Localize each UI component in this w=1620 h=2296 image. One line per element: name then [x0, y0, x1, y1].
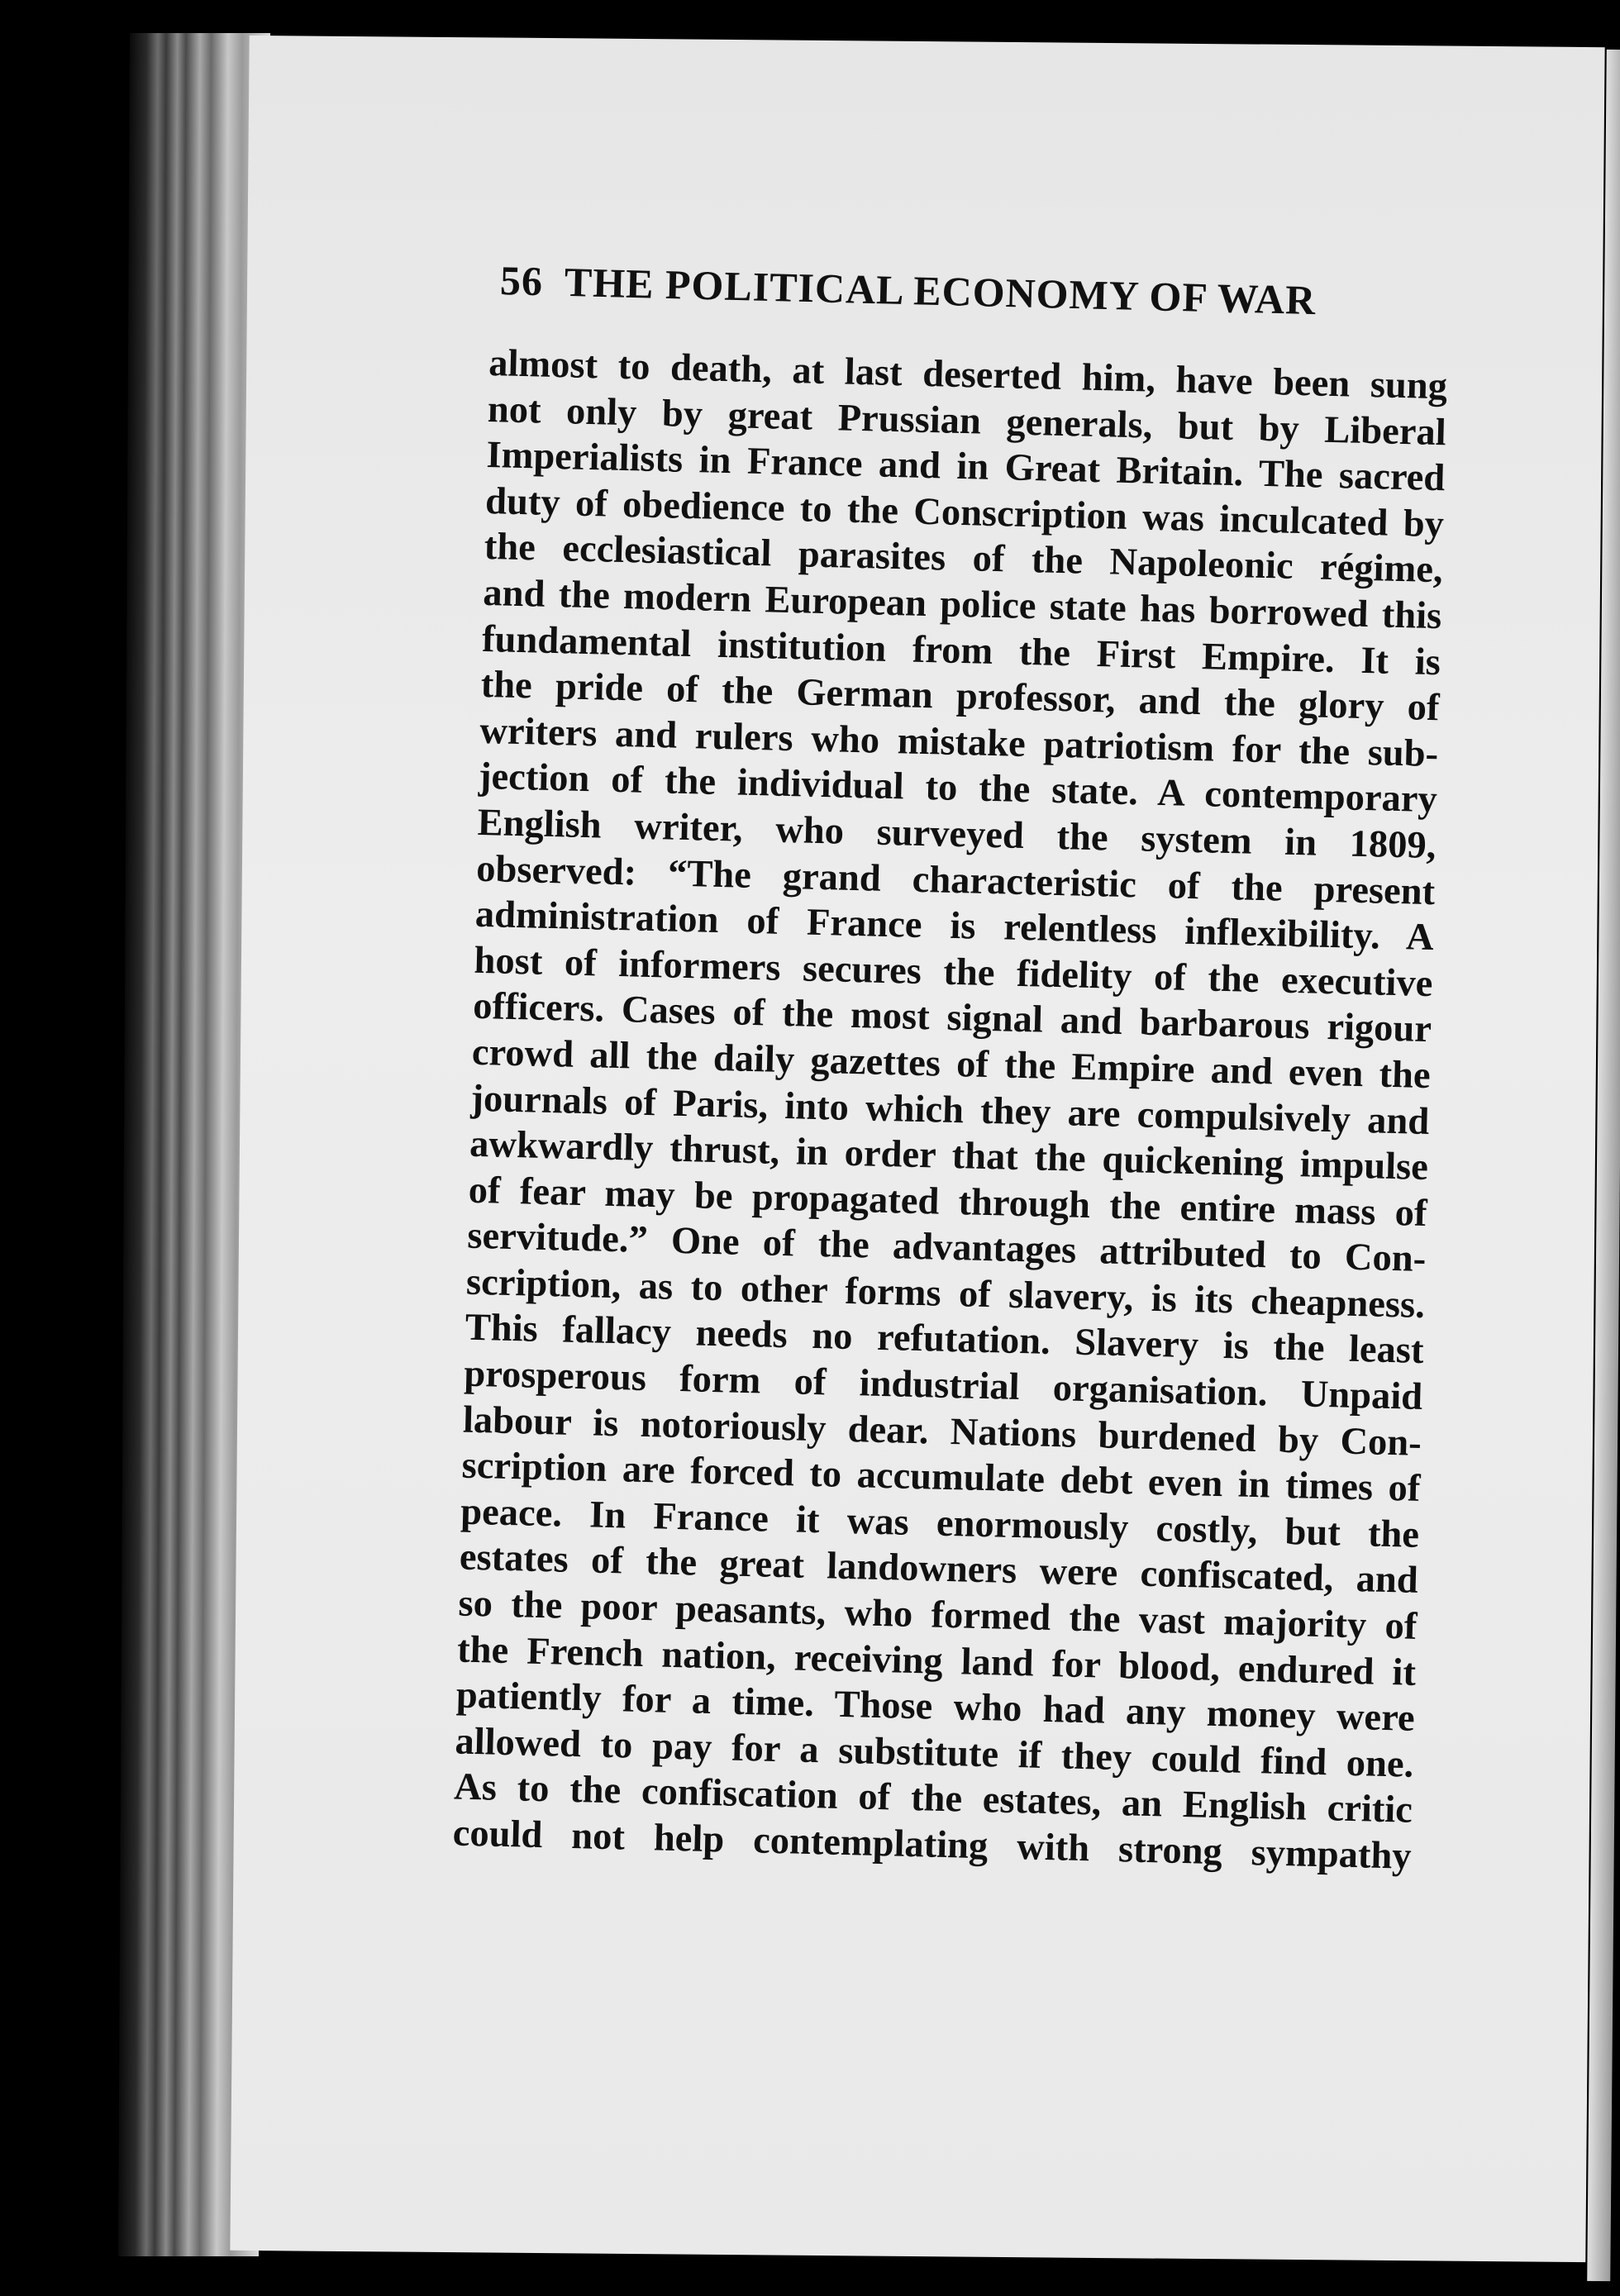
text-line: prosperous form of industrial organisation. Unpaid	[463, 1352, 1423, 1419]
text-line: peace. In France it was enormously costly, but the	[460, 1490, 1420, 1556]
text-line: As to the confiscation of the estates, an English critic	[453, 1765, 1413, 1832]
text-line: journals of Paris, into which they are compulsively and	[469, 1077, 1430, 1143]
text-line: English writer, who surveyed the system in 1809,	[477, 801, 1437, 868]
running-title: THE POLITICAL ECONOMY OF WAR	[564, 258, 1317, 324]
text-line: servitude.” One of the advantages attributed to Con-	[466, 1214, 1427, 1281]
text-line: scription, as to other forms of slavery, is its cheapness.	[465, 1260, 1426, 1327]
text-line: labour is notoriously dear. Nations burdened by Con-	[462, 1398, 1422, 1465]
text-line: and the modern European police state has borrowed this	[482, 571, 1442, 638]
text-line: fundamental institution from the First Empire. It is	[481, 617, 1441, 684]
text-line: scription are forced to accumulate debt even in times of	[461, 1444, 1422, 1511]
text-line: almost to death, at last deserted him, have been sung	[488, 341, 1448, 408]
text-line: awkwardly thrust, in order that the quickening impulse	[469, 1122, 1429, 1189]
text-line: the ecclesiastical parasites of the Napoleonic régime,	[484, 526, 1444, 592]
text-line: of fear may be propagated through the entire mass of	[468, 1169, 1428, 1235]
text-line: the pride of the German professor, and the glory of	[480, 664, 1441, 730]
body-text	[452, 341, 1447, 1879]
text-line: administration of France is relentless inflexibility. A	[474, 893, 1435, 960]
text-line: duty of obedience to the Conscription was inculcated by	[484, 479, 1445, 546]
text-line: This fallacy needs no refutation. Slavery is the least	[465, 1307, 1425, 1373]
text-line: Imperialists in France and in Great Britain. The sacred	[485, 434, 1446, 500]
text-line: officers. Cases of the most signal and barbarous rigour	[472, 985, 1432, 1051]
text-line: patiently for a time. Those who had any money were	[455, 1674, 1416, 1741]
text-line: jection of the individual to the state. A contemporary	[478, 755, 1438, 822]
text-line: not only by great Prussian generals, but by Liberal	[487, 388, 1447, 454]
text-line: host of informers secures the fidelity of the executive	[474, 939, 1433, 1005]
text-line: estates of the great landowners were confiscated, and	[459, 1536, 1419, 1603]
text-line: observed: “The grand characteristic of the present	[475, 847, 1436, 913]
text-line: writers and rulers who mistake patriotism for the sub-	[479, 709, 1439, 775]
text-line: so the poor peasants, who formed the vast majority of	[458, 1582, 1418, 1648]
text-line: could not help contemplating with strong sympathy	[452, 1812, 1413, 1878]
page-number: 56	[499, 257, 544, 305]
text-line: crowd all the daily gazettes of the Empire and even the	[471, 1031, 1432, 1097]
text-line: allowed to pay for a substitute if they could find one.	[454, 1720, 1414, 1786]
text-line: the French nation, receiving land for blood, endured it	[456, 1628, 1417, 1694]
